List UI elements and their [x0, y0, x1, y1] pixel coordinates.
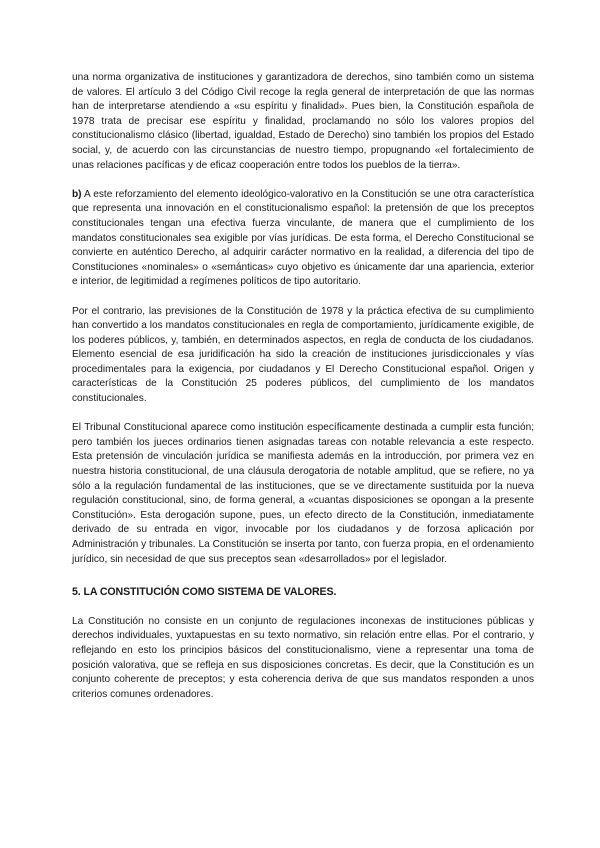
paragraph-values-system	[72, 71, 534, 173]
document-page	[72, 71, 534, 717]
paragraph-text: La Constitución no consiste en un conjunto de regulaciones inconexas de instituciones públicas y derechos individuales, yuxtapuestas en su texto normativo, sin relación entre ellas. Por el contrario, y reflejando en esto los principios básicos del constitucionalismo, viene a representar una toma de posición valorativa, que se refleja en sus disposiciones concretas. Es decir, que la Constitución es un conjunto coherente de preceptos; y esta coherencia deriva de que sus mandatos responden a unos criterios comunes ordenadores.	[72, 615, 534, 700]
paragraph-constitutional-court	[72, 421, 534, 567]
paragraph-section-5	[72, 615, 534, 703]
paragraph-mandates	[72, 305, 534, 407]
section-heading: 5. LA CONSTITUCIÓN COMO SISTEMA DE VALORES.	[72, 586, 337, 599]
paragraph-binding-force	[72, 188, 534, 290]
paragraph-text: A este reforzamiento del elemento ideológico-valorativo en la Constitución se une otra característica que representa una innovación en el constitucionalismo español: la pretensión de que los preceptos constitucionales tengan una efectiva fuerza vinculante, de manera que el cumplimiento de los mandatos constitucionales sea exigible por vías jurídicas. De esta forma, el Derecho Constitucional se convierte en auténtico Derecho, al adquirir carácter normativo en la realidad, a diferencia del tipo de Constituciones «nominales» o «semánticas» cuyo objetivo es únicamente dar una apariencia, exterior e interior, de legitimidad a regímenes políticos de tipo autoritario.	[72, 188, 534, 288]
paragraph-text: una norma organizativa de instituciones y garantizadora de derechos, sino también como un sistema de valores. El artículo 3 del Código Civil recoge la regla general de interpretación de que las normas han de interpretarse atendiendo a «su espíritu y finalidad». Pues bien, la Constitución española de 1978 trata de precisar ese espíritu y finalidad, proclamando no sólo los valores propios del constitucionalismo clásico (libertad, igualdad, Estado de Derecho) sino también los propios del Estado social, y, de acuerdo con las circunstancias de nuestro tiempo, propugnando «el fortalecimiento de unas relaciones pacíficas y de eficaz cooperación entre todos los pueblos de la tierra».	[72, 72, 534, 171]
paragraph-text: Por el contrario, las previsiones de la Constitución de 1978 y la práctica efectiva de su cumplimiento han convertido a los mandatos constitucionales en regla de comportamiento, jurídicamente exigible, de los poderes públicos, y, también, en determinados aspectos, en regla de conducta de los ciudadanos. Elemento esencial de esa juridificación ha sido la creación de instituciones jurisdiccionales y vías procedimentales para la exigencia, por ciudadanos y El Derecho Constitucional español. Origen y características de la Constitución 25 poderes públicos, del cumplimiento de los mandatos constitucionales.	[72, 305, 534, 405]
list-marker: b)	[72, 188, 82, 200]
paragraph-text: El Tribunal Constitucional aparece como institución específicamente destinada a cumplir esta función; pero también los jueces ordinarios tienen asignadas tareas con notable relevancia a este respecto. Esta pretensión de vinculación jurídica se manifiesta además en la introducción, por primera vez en nuestra historia constitucional, de una cláusula derogatoria de notable amplitud, que se refiere, no ya sólo a la regulación fundamental de las instituciones, que se ve directamente sustituida por la nueva regulación constitucional, sino, de forma general, a «cuantas disposiciones se opongan a la presente Constitución». Esta derogación supone, pues, un efecto directo de la Constitución, inmediatamente derivado de su entrada en vigor, invocable por los ciudadanos y de forzosa aplicación por Administración y tribunales. La Constitución se inserta por tanto, con fuerza propia, en el ordenamiento jurídico, sin necesidad de que sus preceptos sean «desarrollados» por el legislador.	[72, 422, 534, 565]
